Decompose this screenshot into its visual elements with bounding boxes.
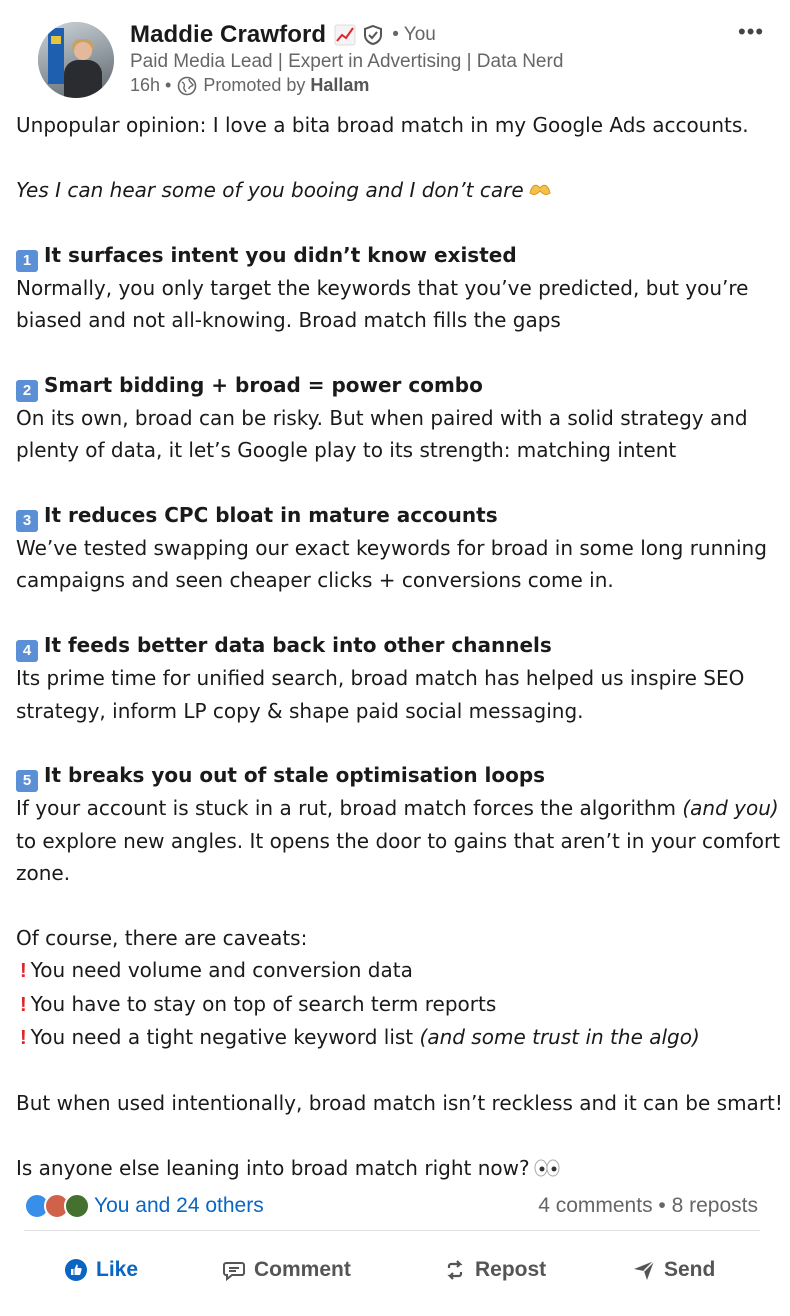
author-headline: Paid Media Lead | Expert in Advertising | Data Nerd xyxy=(130,51,564,72)
point-4-line: strategy, inform LP copy & shape paid social messaging. xyxy=(16,698,584,723)
post-time: 16h • xyxy=(130,75,172,95)
like-button[interactable] xyxy=(64,1248,138,1292)
point-3-line: We’ve tested swapping our exact keywords for broad in some long running xyxy=(16,536,767,560)
keycap-2-icon: 2 xyxy=(16,380,38,402)
keycap-4-icon: 4 xyxy=(16,640,38,662)
point-1-title: 1 It surfaces intent you didn’t know existed xyxy=(16,239,776,272)
send-icon xyxy=(632,1258,656,1282)
author-row xyxy=(130,18,436,52)
comment-button[interactable] xyxy=(222,1248,351,1292)
point-3-title: 3 It reduces CPC bloat in mature accounts xyxy=(16,499,776,532)
promoted-by-company[interactable]: Hallam xyxy=(310,75,370,95)
exclamation-icon: ! xyxy=(20,1027,27,1050)
post-header xyxy=(0,0,790,110)
point-4-title: 4 It feeds better data back into other channels xyxy=(16,629,776,662)
post-meta xyxy=(130,75,369,96)
caveat-item: ! You have to stay on top of search term reports xyxy=(20,991,497,1016)
promoted-prefix: Promoted by xyxy=(203,75,306,95)
author-name[interactable]: Maddie Crawford xyxy=(130,21,327,48)
heart-hands-icon xyxy=(528,179,552,199)
point-5-title: 5 It breaks you out of stale optimisation loops xyxy=(16,759,776,792)
point-3-line: campaigns and seen cheaper clicks + conversions come in. xyxy=(16,568,614,593)
caveat-item: ! You need volume and conversion data xyxy=(20,958,413,983)
more-options-icon[interactable]: ••• xyxy=(738,19,765,44)
support-reaction-icon xyxy=(64,1193,90,1219)
post-closing: But when used intentionally, broad match isn’t reckless and it can be smart! xyxy=(16,1091,783,1116)
send-button[interactable] xyxy=(632,1248,715,1292)
social-counts-bar xyxy=(24,1190,766,1222)
reposts-count[interactable]: 8 reposts xyxy=(671,1194,758,1217)
point-4-line: Its prime time for unified search, broad match has helped us inspire SEO xyxy=(16,666,745,691)
point-2-line: plenty of data, it let’s Google play to its strength: matching intent xyxy=(16,438,677,463)
keycap-3-icon: 3 xyxy=(16,510,38,532)
like-label: Like xyxy=(96,1258,139,1281)
point-2-title: 2 Smart bidding + broad = power combo xyxy=(16,369,776,402)
reaction-icons[interactable] xyxy=(24,1193,90,1219)
repost-button[interactable] xyxy=(443,1248,546,1292)
keycap-5-icon: 5 xyxy=(16,770,38,792)
you-label: • You xyxy=(392,24,436,45)
reactions-label[interactable]: You and 24 others xyxy=(94,1194,264,1217)
post-question: Is anyone else leaning into broad match right now? xyxy=(16,1152,776,1184)
exclamation-icon: ! xyxy=(20,960,27,983)
repost-label: Repost xyxy=(475,1258,547,1281)
keycap-1-icon: 1 xyxy=(16,250,38,272)
chart-increasing-icon xyxy=(334,24,356,46)
exclamation-icon: ! xyxy=(20,993,27,1016)
post-aside: Yes I can hear some of you booing and I don’t care xyxy=(16,174,776,206)
point-5-line: If your account is stuck in a rut, broad match forces the algorithm (and you) xyxy=(16,796,779,821)
point-5-line: zone. xyxy=(16,861,71,886)
caveat-item: ! You need a tight negative keyword list (and some trust in the algo) xyxy=(20,1025,700,1050)
eyes-icon xyxy=(534,1159,560,1177)
point-2-line: On its own, broad can be risky. But when paired with a solid strategy and xyxy=(16,405,748,430)
thumbs-up-icon xyxy=(64,1258,88,1282)
comment-icon xyxy=(222,1258,246,1282)
divider xyxy=(24,1230,760,1231)
verified-shield-icon xyxy=(362,24,384,46)
repost-icon xyxy=(443,1258,467,1282)
post-intro: Unpopular opinion: I love a bita broad match in my Google Ads accounts. xyxy=(16,113,749,137)
comments-count[interactable]: 4 comments xyxy=(538,1194,653,1217)
globe-icon xyxy=(177,76,197,96)
point-1-line: biased and not all-knowing. Broad match fills the gaps xyxy=(16,308,561,332)
action-bar xyxy=(0,1248,790,1294)
post-body xyxy=(16,109,783,1184)
point-1-line: Normally, you only target the keywords that you’ve predicted, but you’re xyxy=(16,275,749,300)
avatar[interactable] xyxy=(38,22,114,98)
engagement-counts: 4 comments • 8 reposts xyxy=(538,1194,758,1217)
send-label: Send xyxy=(664,1258,716,1281)
comment-label: Comment xyxy=(254,1258,351,1281)
caveats-intro: Of course, there are caveats: xyxy=(16,926,308,951)
point-5-line: to explore new angles. It opens the door to gains that aren’t in your comfort xyxy=(16,828,781,853)
